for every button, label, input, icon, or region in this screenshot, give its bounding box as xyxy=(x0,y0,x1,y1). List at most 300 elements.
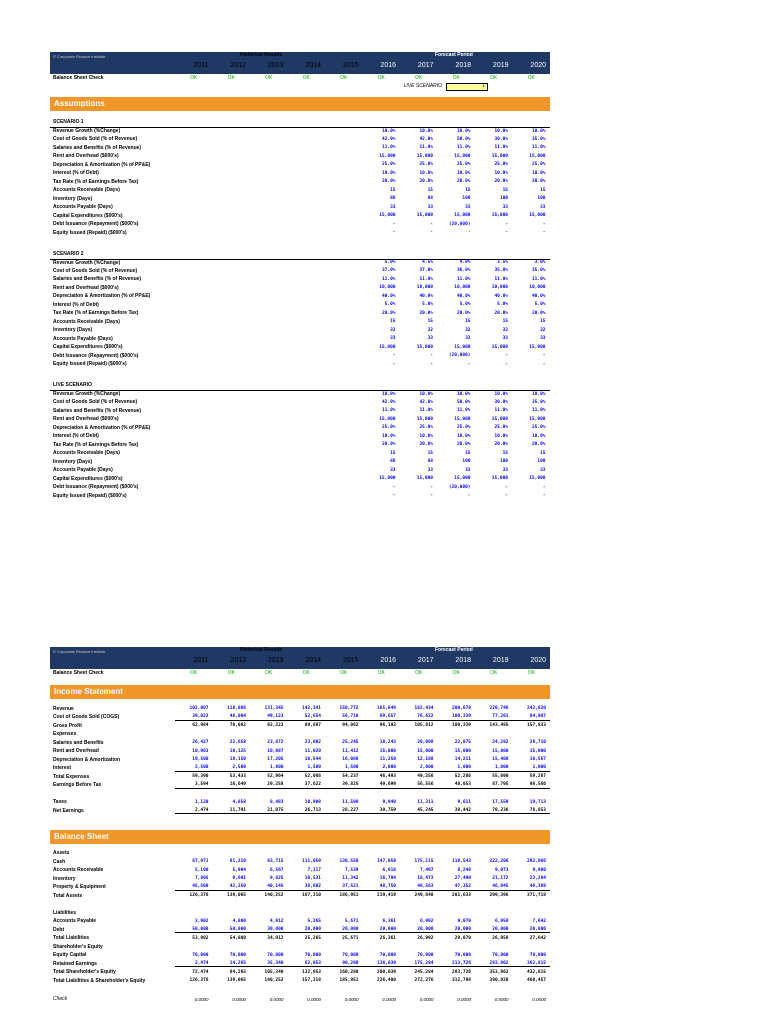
row-value: 70,000 xyxy=(304,952,321,958)
assumption-value: 10,000 xyxy=(416,285,433,290)
assumption-value: 15 xyxy=(465,187,471,193)
row-label: Inventory xyxy=(53,875,76,882)
row-value: 9,825 xyxy=(269,876,284,881)
assumption-value: 20.0% xyxy=(494,442,508,447)
row-value: 16,544 xyxy=(304,757,321,762)
assumption-row xyxy=(50,310,550,319)
assumption-value: 15,000 xyxy=(416,153,433,159)
assumption-value: 20.0% xyxy=(494,310,508,316)
ok-badge: OK xyxy=(490,74,498,81)
assumption-row xyxy=(50,327,550,336)
year-2011: 2011 xyxy=(193,62,209,69)
row-label: Cost of Goods Sold (COGS) xyxy=(53,714,120,721)
assumption-value: 88 xyxy=(427,459,433,464)
check-label: Check xyxy=(53,996,68,1003)
row-value: 175,284 xyxy=(400,962,438,968)
assumption-value: 32 xyxy=(502,327,508,333)
assumption-value: 40.0% xyxy=(381,293,396,299)
assumption-label: Equity Issued (Repaid) ($000's) xyxy=(53,361,127,368)
live-scenario-label: LIVE SCENARIO xyxy=(403,83,442,89)
row-label: Total Shareholder's Equity xyxy=(53,969,116,976)
assumption-label: Debt Issuance (Repayment) ($000's) xyxy=(53,221,139,228)
row-value: 84,987 xyxy=(513,715,551,721)
row-value: 9,940 xyxy=(382,799,396,805)
row-value: 78,853 xyxy=(513,809,551,815)
assumption-value: 36.0% xyxy=(456,268,471,273)
income-row xyxy=(50,756,550,765)
row-value: 26,427 xyxy=(192,740,209,745)
assumption-value: 15 xyxy=(427,319,433,324)
assumption-label: Inventory (Days) xyxy=(53,195,93,202)
assumption-value: 88 xyxy=(390,459,396,464)
assumption-value: 33 xyxy=(540,467,546,473)
assumption-label: Accounts Receivable (Days) xyxy=(53,318,120,325)
row-label: Debt xyxy=(53,926,65,933)
row-label: Shareholder's Equity xyxy=(53,943,103,950)
assumption-row xyxy=(50,229,550,238)
row-value: 53,902 xyxy=(192,935,209,941)
assumption-row xyxy=(50,492,550,501)
row-label: Rent and Overhead xyxy=(53,748,99,755)
assumption-value: 20.0% xyxy=(419,310,433,316)
check-value: 0.0000 xyxy=(344,996,359,1002)
income-row xyxy=(50,807,550,816)
assumption-label: Capital Expenditures ($000's) xyxy=(53,344,123,351)
row-value: 9,070 xyxy=(457,918,471,924)
row-value: 25,671 xyxy=(342,935,359,941)
year-2017: 2017 xyxy=(417,657,434,664)
row-value: 46,945 xyxy=(475,885,513,891)
row-value: 220,746 xyxy=(489,706,509,711)
assumption-value: 35.0% xyxy=(531,268,546,273)
row-value: 40,145 xyxy=(250,885,288,891)
row-value: 186,951 xyxy=(339,893,359,898)
assumption-value: 20.0% xyxy=(456,179,471,184)
assumption-row xyxy=(50,458,550,467)
assumption-row xyxy=(50,441,550,450)
assumption-value: - xyxy=(430,221,433,227)
row-value: 26,992 xyxy=(417,935,434,941)
assumption-value: - xyxy=(467,361,471,367)
assumption-label: Salaries and Benefits (% of Revenue) xyxy=(53,407,142,414)
row-value: 201,633 xyxy=(452,893,471,898)
ok-badge: OK xyxy=(227,669,235,676)
row-value: 81,210 xyxy=(229,859,246,864)
row-value: 1,000 xyxy=(475,766,513,772)
row-value: 38,602 xyxy=(288,885,326,891)
ok-badge: OK xyxy=(302,74,310,81)
check-value: 0.0000 xyxy=(532,996,546,1002)
assumption-value: 50.0% xyxy=(456,399,471,405)
row-value: 11,250 xyxy=(379,757,396,762)
row-value: 185,951 xyxy=(339,978,359,983)
row-value: 105,812 xyxy=(414,723,434,728)
income-row xyxy=(50,748,550,757)
row-label: Total Assets xyxy=(53,892,83,899)
assumption-label: Salaries and Benefits (% of Revenue) xyxy=(53,144,142,151)
assumption-value: 33 xyxy=(540,204,546,210)
row-value: 48,053 xyxy=(438,783,476,789)
assumption-value: 40.0% xyxy=(494,293,508,299)
check-value: 0.0000 xyxy=(494,996,509,1002)
row-value: 4,858 xyxy=(232,799,246,805)
row-value: 130,550 xyxy=(339,859,359,864)
assumption-value: 15 xyxy=(465,450,471,456)
assumption-label: Debt Issuance (Repayment) ($000's) xyxy=(53,352,139,359)
income-row xyxy=(50,705,550,714)
row-value: 362,815 xyxy=(513,962,551,968)
balance-row xyxy=(50,909,550,918)
assumption-value: - xyxy=(467,493,471,498)
assumption-row xyxy=(50,450,550,459)
assumption-value: 25.0% xyxy=(419,425,433,430)
assumption-value: 20.0% xyxy=(381,310,396,316)
assumption-value: 30.0% xyxy=(494,136,508,142)
assumption-value: 5.0% xyxy=(497,302,508,307)
assumption-value: 11.0% xyxy=(456,408,471,413)
assumption-label: Rent and Overhead ($000's) xyxy=(53,284,119,291)
row-value: 15,408 xyxy=(492,757,509,762)
row-value: 100,339 xyxy=(438,715,476,721)
row-value: 69,657 xyxy=(363,715,401,721)
row-value: 56,710 xyxy=(325,715,363,721)
row-value: 7,539 xyxy=(344,867,359,873)
row-value: 2,500 xyxy=(175,766,213,772)
assumption-value: 15,000 xyxy=(416,476,433,481)
row-value: 8,483 xyxy=(269,799,284,805)
assumption-value: 42.0% xyxy=(419,136,433,142)
assumption-value: 15,000 xyxy=(491,213,508,218)
balance-row xyxy=(50,918,550,927)
row-value: 3,594 xyxy=(175,783,213,789)
assumption-value: 33 xyxy=(390,204,396,210)
row-value: 200,678 xyxy=(452,706,471,711)
row-value: 6,958 xyxy=(494,918,509,924)
assumption-value: 25.0% xyxy=(456,425,471,430)
assumption-label: Rent and Overhead ($000's) xyxy=(53,153,119,160)
row-value: 70,082 xyxy=(229,723,246,728)
row-value: 8,248 xyxy=(457,867,471,873)
assumption-value: 15,000 xyxy=(454,213,471,218)
row-value: 2,474 xyxy=(175,809,213,815)
year-2019: 2019 xyxy=(492,657,509,664)
assumption-value: 25.0% xyxy=(381,162,396,167)
assumption-label: Salaries and Benefits (% of Revenue) xyxy=(53,276,142,283)
row-label: Retained Earnings xyxy=(53,960,97,967)
row-value: 49,699 xyxy=(363,783,401,789)
assumption-row xyxy=(50,390,550,399)
assumption-value: 10,000 xyxy=(529,285,546,290)
ok-badge: OK xyxy=(452,669,460,676)
row-value: 25,245 xyxy=(342,740,359,745)
assumption-value: 11.0% xyxy=(456,145,471,150)
row-value: 98,566 xyxy=(513,783,551,789)
row-value: 52,066 xyxy=(304,774,321,779)
row-value: 26,710 xyxy=(529,740,546,745)
row-value: 48,750 xyxy=(363,885,401,891)
assumption-row xyxy=(50,416,550,425)
row-value: 132,053 xyxy=(302,969,321,975)
assumption-value: 10.0% xyxy=(494,128,508,134)
row-value: 70,000 xyxy=(454,952,471,958)
row-value: 2,000 xyxy=(400,766,438,772)
assumption-row xyxy=(50,352,550,361)
row-value: 15,000 xyxy=(379,748,396,754)
assumption-value: 15,000 xyxy=(454,153,471,159)
row-value: 105,340 xyxy=(264,969,284,975)
assumption-value: 15 xyxy=(502,319,508,324)
balance-row xyxy=(50,935,550,944)
assumption-value: 33 xyxy=(427,204,433,210)
assumption-value: 11.0% xyxy=(494,145,508,150)
row-value: 23,872 xyxy=(267,740,284,745)
assumption-row xyxy=(50,187,550,196)
assumption-row xyxy=(50,195,550,204)
row-value: 14,211 xyxy=(454,757,471,762)
assumption-value: 4.0% xyxy=(459,260,471,265)
assumption-label: Accounts Payable (Days) xyxy=(53,335,113,342)
balance-check-label-2: Balance Sheet Check xyxy=(53,669,104,676)
assumption-label: Accounts Receivable (Days) xyxy=(53,187,120,194)
row-value: 142,341 xyxy=(302,706,321,711)
assumption-value: 10.0% xyxy=(531,170,546,176)
assumption-value: 15 xyxy=(540,187,546,193)
assumption-value: 11.0% xyxy=(419,408,433,413)
row-label: Net Earnings xyxy=(53,807,84,814)
row-value: 46,493 xyxy=(379,774,396,779)
assumptions-title: Assumptions xyxy=(50,97,550,111)
live-scenario-input[interactable]: 1 xyxy=(446,83,488,91)
assumption-value: 15,000 xyxy=(491,476,508,481)
assumption-value: - xyxy=(542,361,546,367)
row-value: 19,713 xyxy=(529,799,546,805)
assumption-value: 20.0% xyxy=(381,179,396,184)
assumptions-sheet xyxy=(50,52,550,501)
row-value: 10,125 xyxy=(229,748,246,754)
ok-badge: OK xyxy=(340,669,348,676)
row-value: 11,342 xyxy=(342,876,359,881)
row-value: 140,252 xyxy=(264,893,284,898)
balance-row xyxy=(50,943,550,952)
row-value: 175,115 xyxy=(414,859,434,864)
brand-text: © Corporate Finance Institute xyxy=(53,54,106,59)
row-value: 70,000 xyxy=(417,952,434,958)
assumption-value: 15,000 xyxy=(454,344,471,350)
row-value: 1,120 xyxy=(194,799,209,805)
assumption-label: Interest (% of Debt) xyxy=(53,301,99,308)
row-value: 10,963 xyxy=(192,748,209,754)
assumption-row xyxy=(50,318,550,327)
assumption-value: - xyxy=(505,353,508,358)
assumption-value: 25.0% xyxy=(494,425,508,430)
assumption-value: 33 xyxy=(465,204,471,210)
assumption-value: 15 xyxy=(502,450,508,456)
ok-badge: OK xyxy=(265,74,273,81)
balance-row xyxy=(50,892,550,901)
assumption-value: 15 xyxy=(390,187,396,193)
row-value: 20,068 xyxy=(417,740,434,745)
assumption-value: 33 xyxy=(540,336,546,341)
assumption-value: 100 xyxy=(537,196,546,201)
row-value: 55,690 xyxy=(492,774,509,779)
income-row xyxy=(50,714,550,723)
row-value: 37,521 xyxy=(325,885,363,891)
row-value: 27,642 xyxy=(529,935,546,941)
ok-badge: OK xyxy=(415,669,423,676)
row-value: 23,002 xyxy=(304,740,321,745)
row-value: 167,310 xyxy=(302,893,321,898)
row-value: 102,007 xyxy=(189,706,209,711)
assumption-value: 33 xyxy=(427,467,433,473)
assumption-label: Capital Expenditures ($000's) xyxy=(53,475,123,482)
assumption-value: 25.0% xyxy=(419,162,433,167)
balance-check-label: Balance Sheet Check xyxy=(53,74,104,81)
assumption-label: Cost of Goods Sold (% of Revenue) xyxy=(53,399,138,406)
ok-badge: OK xyxy=(227,74,235,81)
year-2011: 2011 xyxy=(193,657,209,664)
assumption-value: 20.0% xyxy=(531,442,546,447)
assumption-value: 20.0% xyxy=(381,442,396,447)
year-2018: 2018 xyxy=(455,657,471,664)
assumption-row xyxy=(50,136,550,145)
assumption-value: 3.0% xyxy=(534,260,546,265)
income-row xyxy=(50,739,550,748)
row-value: 432,815 xyxy=(527,969,546,975)
row-value: 23,284 xyxy=(529,876,546,881)
income-row xyxy=(50,790,550,799)
assumption-value: 15 xyxy=(390,450,396,456)
row-value: 82,222 xyxy=(267,723,284,728)
row-value: 1,500 xyxy=(325,766,363,772)
balance-row xyxy=(50,884,550,893)
row-value: 70,000 xyxy=(229,952,246,958)
assumption-row xyxy=(50,433,550,442)
assumption-value: - xyxy=(392,493,396,498)
row-value: 67,971 xyxy=(192,859,209,864)
ok-badge: OK xyxy=(377,74,385,81)
row-value: 53,433 xyxy=(229,774,246,779)
row-value: 7,642 xyxy=(532,918,546,924)
assumption-row xyxy=(50,424,550,433)
row-label: Total Liabilities xyxy=(53,935,90,942)
row-value: 7,117 xyxy=(307,867,321,873)
assumption-row xyxy=(50,204,550,213)
year-2012: 2012 xyxy=(230,657,246,664)
row-value: 11,020 xyxy=(304,748,321,754)
ok-badge: OK xyxy=(302,669,310,676)
year-2013: 2013 xyxy=(267,657,284,664)
row-value: 94,062 xyxy=(342,723,359,728)
assumption-label: Depreciation & Amortization (% of PP&E) xyxy=(53,161,151,168)
assumption-value: 10,000 xyxy=(454,285,471,290)
year-2015: 2015 xyxy=(342,62,359,69)
row-value: 27,490 xyxy=(454,876,471,881)
row-value: 100,339 xyxy=(452,723,471,728)
row-value: 9,611 xyxy=(457,799,471,805)
row-value: 5,671 xyxy=(344,918,359,924)
balance-check-row xyxy=(50,74,550,82)
row-value: 35,340 xyxy=(250,962,288,968)
assumption-value: 42.0% xyxy=(381,136,396,142)
assumption-value: 40.0% xyxy=(456,293,471,299)
assumption-value: 15 xyxy=(540,450,546,456)
assumption-row xyxy=(50,335,550,344)
live-scenario-row xyxy=(50,82,550,91)
assumption-value: 5.0% xyxy=(534,302,546,307)
row-value: 70,000 xyxy=(342,952,359,958)
assumption-value: 42.0% xyxy=(381,399,396,405)
assumption-value: (20,000) xyxy=(448,353,471,358)
assumption-value: - xyxy=(392,221,396,227)
assumption-value: 10.0% xyxy=(381,391,396,397)
assumption-label: Interest (% of Debt) xyxy=(53,170,99,177)
forecast-label-2: Forecast Period xyxy=(435,647,473,653)
row-label: Revenue xyxy=(53,705,74,712)
check-value: 0.0000 xyxy=(232,996,246,1002)
assumption-value: - xyxy=(430,484,433,490)
assumption-value: 35.0% xyxy=(494,268,508,273)
assumption-row xyxy=(50,144,550,153)
assumption-value: 5.0% xyxy=(384,302,396,307)
assumption-label: Interest (% of Debt) xyxy=(53,433,99,440)
assumption-value: 10.0% xyxy=(456,433,471,439)
balance-row xyxy=(50,850,550,859)
row-value: 299,396 xyxy=(489,893,509,898)
row-value: 49,123 xyxy=(250,715,288,721)
assumption-value: (20,000) xyxy=(448,221,471,227)
row-value: 22,075 xyxy=(454,740,471,745)
row-value: 118,086 xyxy=(227,706,246,711)
assumption-value: 35.0% xyxy=(531,399,546,405)
row-value: 20,000 xyxy=(475,928,513,934)
assumption-value: - xyxy=(505,221,508,227)
balance-row xyxy=(50,952,550,961)
financial-sheet xyxy=(50,647,550,1004)
assumption-value: - xyxy=(542,493,546,498)
check-value: 0.0000 xyxy=(269,996,284,1002)
row-value: 22,658 xyxy=(229,740,246,745)
assumption-value: 15,000 xyxy=(379,153,396,159)
assumption-label: Accounts Payable (Days) xyxy=(53,204,113,211)
assumption-value: 10.0% xyxy=(419,433,433,439)
assumption-value: 10.0% xyxy=(494,433,508,439)
assumption-value: 15,000 xyxy=(379,344,396,350)
year-2014: 2014 xyxy=(305,62,321,69)
assumption-value: 15 xyxy=(540,319,546,324)
row-label: Total Liabilities & Shareholder's Equity xyxy=(53,977,146,984)
balance-row xyxy=(50,926,550,935)
assumption-value: - xyxy=(467,230,471,235)
row-value: 9,073 xyxy=(494,867,509,873)
row-value: 16,794 xyxy=(379,876,396,881)
assumption-value: 4.5% xyxy=(422,260,433,265)
assumption-value: 100 xyxy=(462,459,471,464)
row-value: 4,912 xyxy=(269,918,284,924)
assumption-value: 15,000 xyxy=(529,416,546,422)
assumption-value: 20.0% xyxy=(456,442,471,447)
assumption-value: 11.0% xyxy=(531,145,546,150)
assumption-value: 11.0% xyxy=(531,408,546,413)
assumption-value: 32 xyxy=(427,327,433,333)
assumption-row xyxy=(50,170,550,179)
row-value: 70,236 xyxy=(475,809,513,815)
assumption-label: Cost of Goods Sold (% of Revenue) xyxy=(53,267,138,274)
assumption-label: Depreciation & Amortization (% of PP&E) xyxy=(53,293,151,300)
assumption-label: Tax Rate (% of Earnings Before Tax) xyxy=(53,441,139,448)
income-row xyxy=(50,799,550,808)
assumption-label: Revenue Growth (%Change) xyxy=(53,391,121,398)
row-value: 4,800 xyxy=(232,918,246,924)
